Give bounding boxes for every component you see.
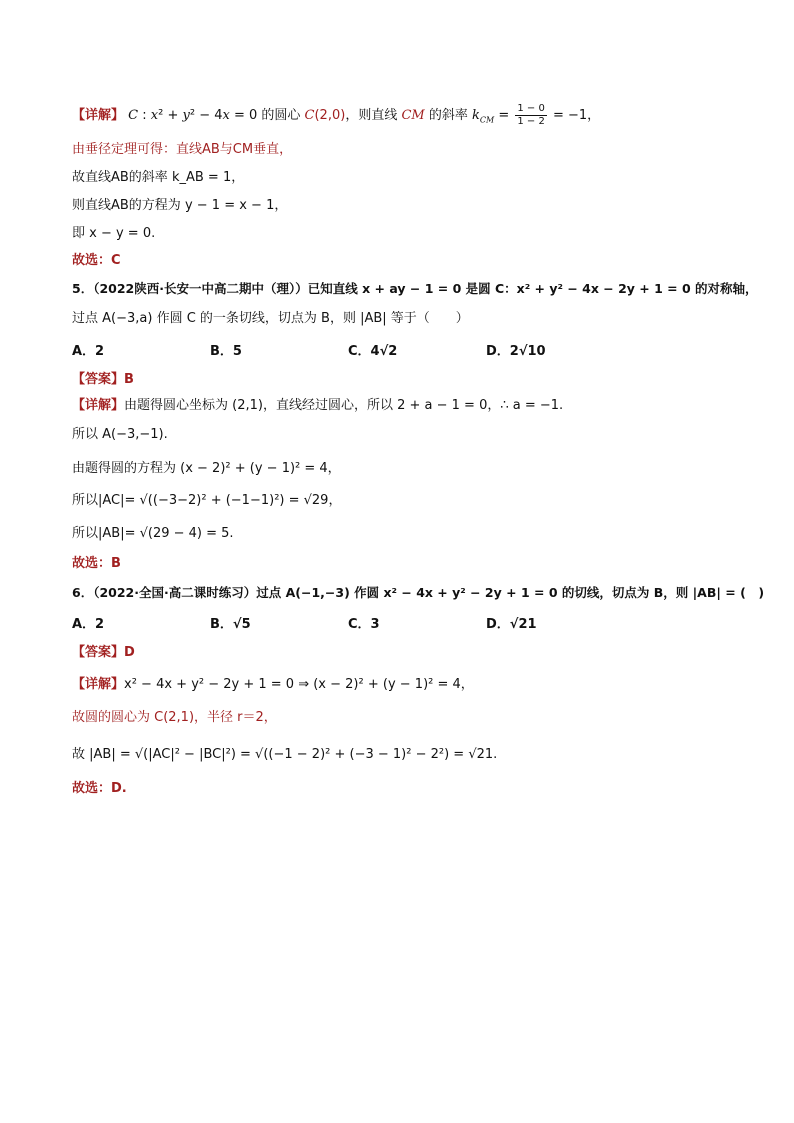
detail-line-6: 【详解】x² − 4x + y² − 2y + 1 = 0 ⇒ (x − 2)² + (y − 1)² = 4， (72, 677, 474, 692)
question-5-line-2: 过点 A(−3,a) 作圆 C 的一条切线，切点为 B，则 |AB| 等于（ ） (72, 311, 469, 326)
detail-line-1 (72, 103, 600, 130)
answer-line-5: 【答案】B (72, 372, 134, 387)
q6-option-a: A．2 (72, 617, 105, 632)
q5-option-a: A．2 (72, 344, 105, 359)
q6-option-d: D．√21 (486, 617, 537, 632)
answer-line-6: 【答案】D (72, 645, 135, 660)
text-line-12: 所以 A(−3,−1). (72, 427, 168, 442)
q5-option-c: C．4√2 (348, 344, 398, 359)
detail-text: C : x² + y² − 4x = 0 的圆心 C(2,0)，则直线 CM 的斜率 $k_{CM}$ = $\frac{1 - 0}{1 - 2}$ = −1， (128, 103, 601, 127)
choice-line-6: 故选：D. (72, 781, 127, 796)
choice-line-5: 故选：B (72, 556, 121, 571)
text-line-2: 由垂径定理可得：直线AB与CM垂直， (72, 142, 293, 157)
text-line-21: 故圆的圆心为 C(2,1)，半径 r＝2， (72, 710, 277, 725)
text-line-15: 所以|AB|= √(29 − 4) = 5. (72, 526, 234, 541)
text-line-13: 由题得圆的方程为 (x − 2)² + (y − 1)² = 4， (72, 461, 341, 476)
text-line-3: 故直线AB的斜率 k_AB = 1， (72, 170, 245, 185)
detail-label: 【详解】 (72, 108, 125, 123)
q5-option-b: B．5 (210, 344, 242, 359)
q5-option-d: D．2√10 (486, 344, 546, 359)
q6-option-b: B．√5 (210, 617, 251, 632)
slope-fraction: $\frac{1 - 0}{1 - 2}$ (517, 103, 545, 127)
text-line-14: 所以|AC|= √((−3−2)² + (−1−1)²) = √29， (72, 493, 342, 508)
text-line-5: 即 x − y = 0. (72, 226, 156, 241)
choice-line-1: 故选：C (72, 253, 121, 268)
text-line-22: 故 |AB| = √(|AC|² − |BC|²) = √((−1 − 2)² + (−3 − 1)² − 2²) = √21. (72, 747, 498, 762)
detail-line-5: 【详解】由题得圆心坐标为 (2,1)，直线经过圆心，所以 2 + a − 1 = 0，∴ a = −1. (72, 398, 564, 413)
question-6: 6．（2022·全国·高二课时练习）过点 A(−1,−3) 作圆 x² − 4x + y² − 2y + 1 = 0 的切线，切点为 B，则 |AB| = ( ) (72, 585, 765, 600)
text-line-4: 则直线AB的方程为 y − 1 = x − 1， (72, 198, 288, 213)
question-5: 5．（2022陕西·长安一中高二期中（理））已知直线 x + ay − 1 = 0 是圆 C：x² + y² − 4x − 2y + 1 = 0 的对称轴， (72, 281, 758, 296)
q6-option-c: C．3 (348, 617, 380, 632)
